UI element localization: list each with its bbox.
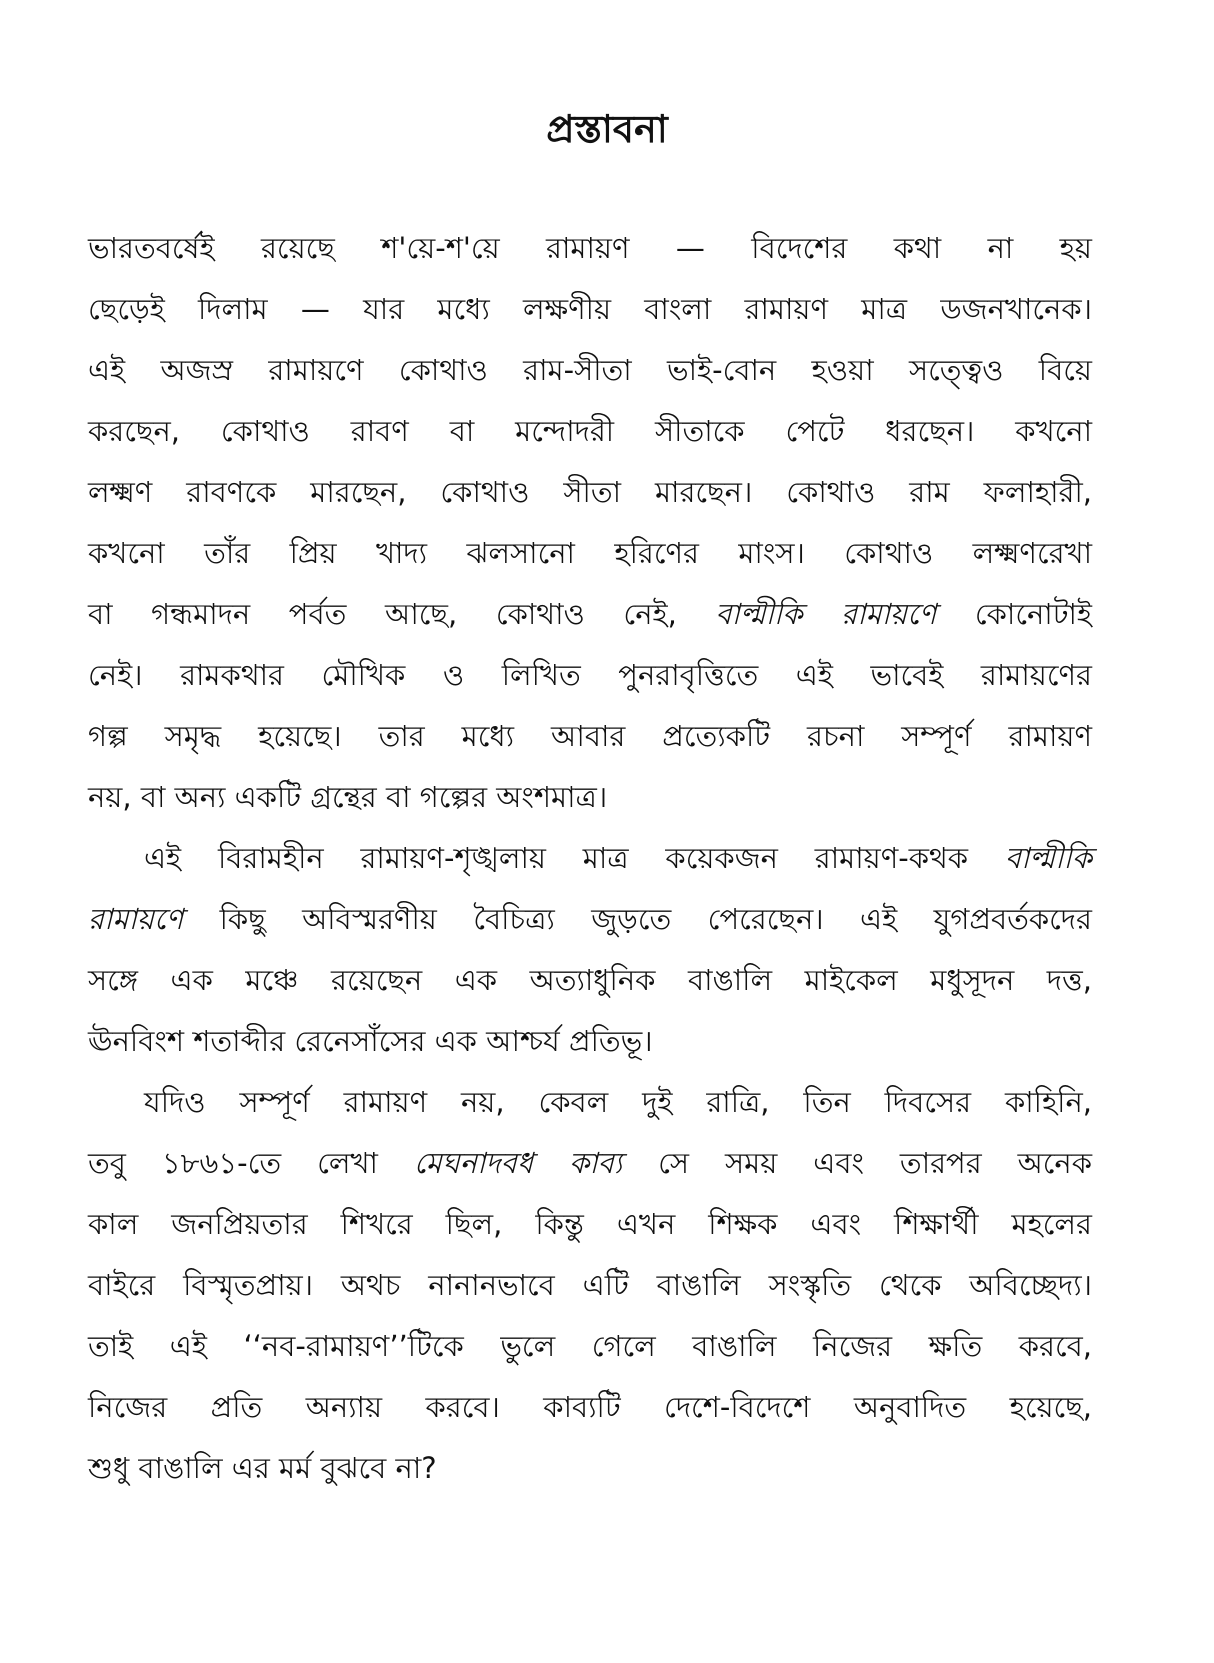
line-text: ছেড়েই দিলাম — যার মধ্যে লক্ষণীয় বাংলা রামায়ণ মাত্র ডজনখানেক। (88, 292, 1092, 326)
line-text: ভারতবর্ষেই রয়েছে শ'য়ে-শ'য়ে রামায়ণ — বিদেশের কথা না হয় (88, 231, 1092, 265)
text-line (88, 1011, 1092, 1072)
line-text: বাইরে বিস্মৃতপ্রায়। অথচ নানানভাবে এটি বাঙালি সংস্কৃতি থেকে অবিচ্ছেদ্য। (88, 1268, 1092, 1302)
text-line (88, 767, 1092, 828)
text-line (88, 462, 1092, 523)
page-title: প্রস্তাবনা (546, 107, 668, 151)
text-line (88, 828, 1092, 889)
text-line (88, 340, 1092, 401)
line-text: কোনোটাই (936, 597, 1092, 631)
line-text: কিছু অবিস্মরণীয় বৈচিত্র্য জুড়তে পেরেছেন। এই যুগপ্রবর্তকদের (183, 902, 1092, 936)
line-text: গল্প সমৃদ্ধ হয়েছে। তার মধ্যে আবার প্রত্যেকটি রচনা সম্পূর্ণ রামায়ণ (88, 719, 1092, 753)
text-line (88, 279, 1092, 340)
line-text: নেই। রামকথার মৌখিক ও লিখিত পুনরাবৃত্তিতে এই ভাবেই রামায়ণের (88, 658, 1092, 692)
text-line (88, 706, 1092, 767)
text-line (88, 1072, 1092, 1133)
line-text: ঊনবিংশ শতাব্দীর রেনেসাঁসের এক আশ্চর্য প্রতিভূ। (88, 1024, 653, 1058)
text-line (88, 1194, 1092, 1255)
line-text: সঙ্গে এক মঞ্চে রয়েছেন এক অত্যাধুনিক বাঙালি মাইকেল মধুসূদন দত্ত, (88, 963, 1092, 997)
text-line (88, 523, 1092, 584)
text-line (88, 1377, 1092, 1438)
line-text: নিজের প্রতি অন্যায় করবে। কাব্যটি দেশে-বিদেশে অনুবাদিত হয়েছে, (88, 1390, 1092, 1424)
line-text: এই অজস্র রামায়ণে কোথাও রাম-সীতা ভাই-বোন হওয়া সত্ত্বেও বিয়ে (88, 353, 1092, 387)
italic-title-text: বাল্মীকি (1004, 841, 1092, 875)
line-text: বা গন্ধমাদন পর্বত আছে, কোথাও নেই, (88, 597, 716, 631)
line-text: কাল জনপ্রিয়তার শিখরে ছিল, কিন্তু এখন শিক্ষক এবং শিক্ষার্থী মহলের (88, 1207, 1092, 1241)
text-line (88, 1133, 1092, 1194)
line-text: লক্ষ্মণ রাবণকে মারছেন, কোথাও সীতা মারছেন। কোথাও রাম ফলাহারী, (88, 475, 1092, 509)
italic-title-text: মেঘনাদবধ কাব্য (413, 1146, 623, 1180)
text-line (88, 401, 1092, 462)
line-text: এই বিরামহীন রামায়ণ-শৃঙ্খলায় মাত্র কয়েকজন রামায়ণ-কথক (144, 841, 1005, 875)
text-line (88, 645, 1092, 706)
text-line (88, 584, 1092, 645)
line-text: শুধু বাঙালি এর মর্ম বুঝবে না? (88, 1451, 437, 1485)
line-text: যদিও সম্পূর্ণ রামায়ণ নয়, কেবল দুই রাত্রি, তিন দিবসের কাহিনি, (144, 1085, 1092, 1119)
text-line (88, 889, 1092, 950)
italic-title-text: বাল্মীকি রামায়ণে (715, 597, 937, 631)
line-text: করছেন, কোথাও রাবণ বা মন্দোদরী সীতাকে পেটে ধরছেন। কখনো (88, 414, 1092, 448)
text-line (88, 950, 1092, 1011)
italic-title-text: রামায়ণে (88, 902, 184, 936)
line-text: নয়, বা অন্য একটি গ্রন্থের বা গল্পের অংশমাত্র। (88, 780, 608, 814)
line-text: তাই এই ‘‘নব-রামায়ণ’’টিকে ভুলে গেলে বাঙালি নিজের ক্ষতি করবে, (88, 1329, 1092, 1363)
line-text: কখনো তাঁর প্রিয় খাদ্য ঝলসানো হরিণের মাংস। কোথাও লক্ষ্মণরেখা (88, 536, 1092, 570)
text-line (88, 1438, 1092, 1499)
text-line (88, 1316, 1092, 1377)
text-line (88, 218, 1092, 279)
text-line (88, 1255, 1092, 1316)
line-text: সে সময় এবং তারপর অনেক (622, 1146, 1092, 1180)
document-body (88, 218, 1092, 1499)
line-text: তবু ১৮৬১-তে লেখা (88, 1146, 414, 1180)
